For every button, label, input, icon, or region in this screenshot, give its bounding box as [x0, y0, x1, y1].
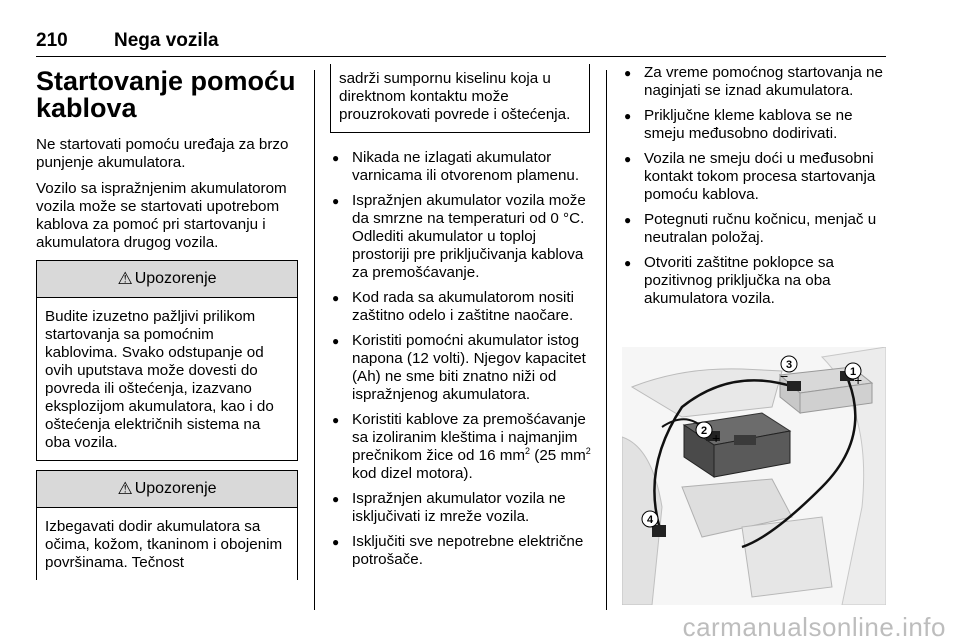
warning-triangle-icon: ⚠ — [117, 479, 133, 498]
list-item: ● Kod rada sa akumulatorom nositi zaštitno odelo i zaštitne naočare. — [330, 289, 592, 325]
cable-spec-text: (25 mm — [530, 447, 586, 464]
warning-box-2 — [36, 470, 298, 580]
warning-body: Budite izuzetno pažljivi prilikom startovanja sa pomoćnim kablovima. Svako odstupanje od ovih uputstava može dovesti do povreda ili oštećenja, izazvano eksplozijom akumulatora, kao i do oštećenja električnih sistema na oba vozila. — [45, 308, 274, 451]
cable-spec-text: kod dizel motora). — [352, 465, 473, 482]
warning-triangle-icon: ⚠ — [117, 269, 133, 288]
chapter-title: Nega vozila — [114, 30, 219, 51]
watermark: carmanualsonline.info — [682, 612, 946, 642]
page-header — [36, 30, 886, 57]
list-item: ● Ispražnjen akumulator vozila može da smrzne na temperaturi od 0 °C. Odlediti akumulator u toploj prostoriji pre priključivanja kablova za premošćavanje. — [330, 192, 592, 282]
column-1 — [36, 64, 298, 580]
page-number: 210 — [36, 30, 68, 51]
callout-1: 1 — [849, 366, 857, 378]
section-title: Startovanje pomoću kablova — [36, 66, 296, 123]
column-divider-2 — [606, 70, 607, 610]
list-item: ● Vozila ne smeju doći u međusobni kontakt tokom procesa startovanja pomoću kablova. — [622, 150, 890, 204]
engine-bay-drawing — [622, 347, 886, 605]
warning-body: Izbegavati dodir akumulatora sa očima, kožom, tkaninom i obojenim površinama. Tečnost — [45, 518, 283, 571]
list-item: ● Ispražnjen akumulator vozila ne isključivati iz mreže vozila. — [330, 490, 592, 526]
bullet-list — [330, 149, 592, 569]
callout-4: 4 — [646, 514, 654, 526]
paragraph-1: Ne startovati pomoću uređaja za brzo punjenje akumulatora. — [36, 136, 289, 171]
cable-spec-text: Koristiti kablove za premošćavanje sa izoliranim kleštima i najmanjim prečnikom žice od 16 mm — [352, 411, 586, 464]
plus-sign-icon: + — [854, 372, 863, 388]
superscript: 2 — [525, 445, 531, 456]
warning-header — [37, 261, 297, 298]
list-item: ● Nikada ne izlagati akumulator varnicama ili otvorenom plamenu. — [330, 149, 592, 185]
jump-start-illustration — [622, 347, 886, 605]
superscript: 2 — [585, 445, 591, 456]
callout-3: 3 — [785, 359, 793, 371]
paragraph-2: Vozilo sa ispražnjenim akumulatorom vozila može se startovati upotrebom kablova za pomoć pri startovanju i akumulatora drugog vozila. — [36, 180, 287, 251]
callout-2: 2 — [700, 425, 708, 437]
column-3 — [622, 64, 890, 315]
list-item — [330, 411, 592, 483]
warning-continuation-text: sadrži sumpornu kiselinu koja u direktnom kontaktu može prouzrokovati povrede i oštećenja. — [339, 70, 571, 123]
warning-box-continuation — [330, 64, 590, 133]
list-item: ● Otvoriti zaštitne poklopce sa pozitivnog priključka na oba akumulatora vozila. — [622, 254, 890, 308]
list-item: ● Potegnuti ručnu kočnicu, menjač u neutralan položaj. — [622, 211, 890, 247]
list-item: ● Priključne kleme kablova se ne smeju međusobno dodirivati. — [622, 107, 890, 143]
list-item: ● Koristiti pomoćni akumulator istog napona (12 volti). Njegov kapacitet (Ah) ne sme biti znatno niži od ispražnjenog akumulatora. — [330, 332, 592, 404]
warning-title: Upozorenje — [134, 480, 217, 497]
column-2 — [330, 64, 592, 576]
column-divider-1 — [314, 70, 315, 610]
warning-header — [37, 471, 297, 508]
warning-box-1 — [36, 260, 298, 461]
warning-title: Upozorenje — [134, 270, 217, 287]
bullet-list — [622, 64, 890, 308]
list-item: ● Za vreme pomoćnog startovanja ne naginjati se iznad akumulatora. — [622, 64, 890, 100]
list-item: ● Isključiti sve nepotrebne električne potrošače. — [330, 533, 592, 569]
plus-sign-icon: + — [712, 430, 721, 446]
minus-sign-icon: − — [780, 368, 789, 384]
